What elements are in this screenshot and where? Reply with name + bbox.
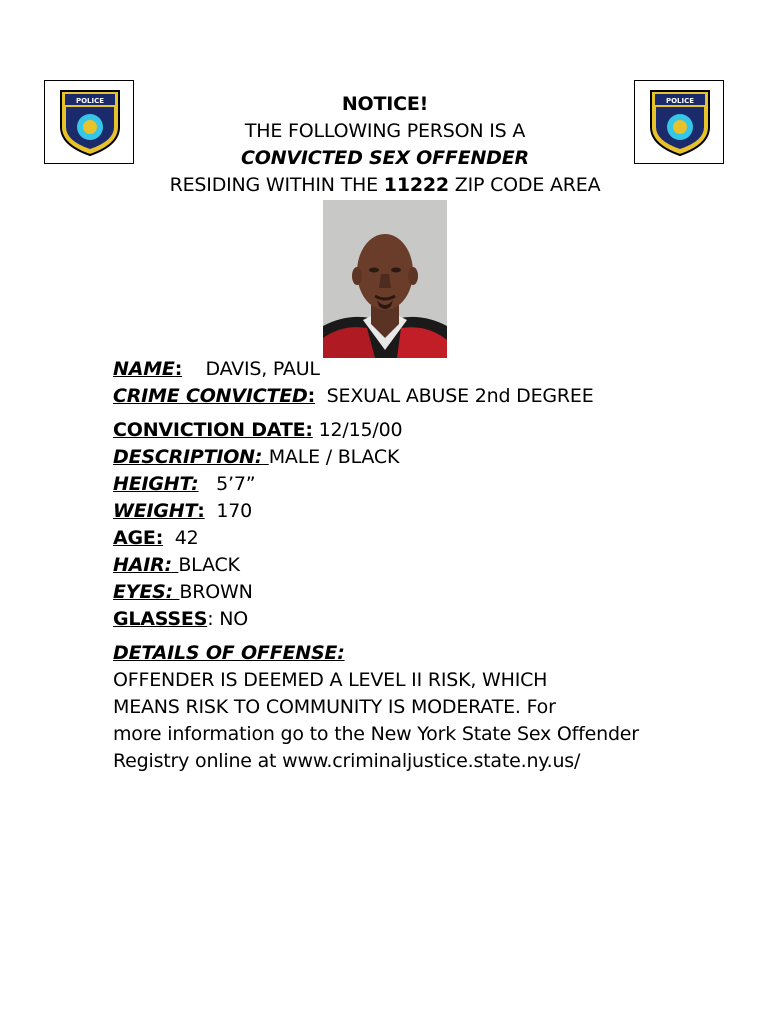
name-value: DAVIS, PAUL	[205, 358, 320, 380]
age-value: 42	[174, 527, 199, 549]
weight-row: WEIGHT: 170	[113, 500, 253, 522]
description-value: MALE / BLACK	[268, 446, 400, 468]
glasses-value: NO	[219, 608, 249, 630]
name-row: NAME: DAVIS, PAUL	[113, 358, 320, 380]
details-heading: DETAILS OF OFFENSE:	[113, 642, 345, 664]
weight-value: 170	[216, 500, 253, 522]
details-line-3: more information go to the New York State Sex Offender	[113, 723, 639, 745]
header-line-3: RESIDING WITHIN THE 11222 ZIP CODE AREA	[169, 174, 601, 196]
hair-value: BLACK	[178, 554, 240, 576]
crime-value: SEXUAL ABUSE 2nd DEGREE	[326, 385, 594, 407]
zip-code: 11222	[383, 174, 449, 196]
age-row: AGE: 42	[113, 527, 199, 549]
eyes-value: BROWN	[179, 581, 253, 603]
conviction-date-value: 12/15/00	[318, 419, 403, 441]
details-text	[113, 667, 713, 775]
eyes-row: EYES: BROWN	[113, 581, 253, 603]
crime-row: CRIME CONVICTED: SEXUAL ABUSE 2nd DEGREE	[113, 385, 594, 407]
description-row: DESCRIPTION: MALE / BLACK	[113, 446, 400, 468]
badge-top-text: POLICE	[75, 97, 105, 105]
details-line-2: MEANS RISK TO COMMUNITY IS MODERATE. For	[113, 696, 556, 718]
badge-top-text: POLICE	[665, 97, 695, 105]
mugshot-photo	[323, 200, 447, 358]
hair-row: HAIR: BLACK	[113, 554, 240, 576]
header-line-1: THE FOLLOWING PERSON IS A	[244, 120, 526, 142]
conviction-date-row: CONVICTION DATE: 12/15/00	[113, 419, 403, 441]
details-line-1: OFFENDER IS DEEMED A LEVEL II RISK, WHICH	[113, 669, 548, 691]
height-value: 5’7”	[216, 473, 256, 495]
details-line-4: Registry online at www.criminaljustice.state.ny.us/	[113, 750, 581, 772]
header-line-2: CONVICTED SEX OFFENDER	[241, 147, 529, 169]
height-row: HEIGHT: 5’7”	[113, 473, 256, 495]
notice-heading: NOTICE!	[341, 93, 429, 115]
glasses-row: GLASSES: NO	[113, 608, 249, 630]
